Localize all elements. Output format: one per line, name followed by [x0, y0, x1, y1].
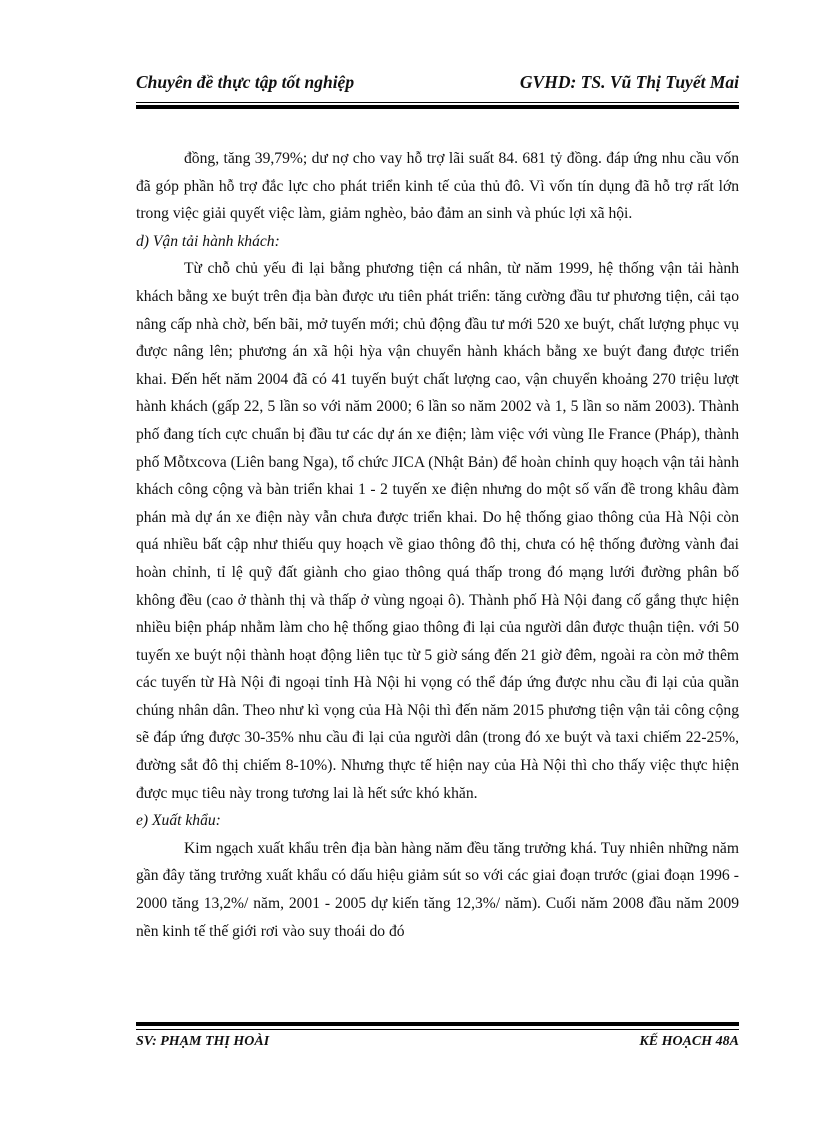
footer-rule-thin [136, 1029, 739, 1030]
page-body [136, 145, 739, 945]
paragraph-transport: Từ chỗ chủ yếu đi lại bằng phương tiện cá nhân, từ năm 1999, hệ thống vận tải hành khách bằng xe buýt trên địa bàn được ưu tiên phát triển: tăng cường đầu tư phương tiện, cải tạo nâng cấp nhà chờ, bến bãi, mở tuyến mới; chủ động đầu tư mới 520 xe buýt, chất lượng phục vụ được nâng lên; phương án xã hội hỳa vận chuyển hành khách bằng xe buýt đang được triển khai. Đến hết năm 2004 đã có 41 tuyến buýt chất lượng cao, vận chuyển khoảng 270 triệu lượt hành khách (gấp 22, 5 lần so với năm 2000; 6 lần so năm 2002 và 1, 5 lần so năm 2003). Thành phố đang tích cực chuẩn bị đầu tư các dự án xe điện; làm việc với vùng Ile France (Pháp), thành phố Mỗtxcova (Liên bang Nga), tổ chức JICA (Nhật Bản) để hoàn chỉnh quy hoạch vận tải hành khách công cộng và bàn triển khai 1 - 2 tuyến xe điện nhưng do một số vấn đề trong khâu đàm phán mà dự án xe điện này vẫn chưa được triển khai. Do hệ thống giao thông của Hà Nội còn quá nhiều bất cập như thiếu quy hoạch về giao thông đô thị, chưa có hệ thống đường vành đai hoàn chỉnh, tỉ lệ quỹ đất giành cho giao thông quá thấp trong đó mạng lưới đường phân bố không đều (cao ở thành thị và thấp ở vùng ngoại ô). Thành phố Hà Nội đang cố gắng thực hiện nhiều biện pháp nhằm làm cho hệ thống giao thông đi lại của người dân được thuận tiện. với 50 tuyến xe buýt nội thành hoạt động liên tục từ 5 giờ sáng đến 21 giờ đêm, ngoài ra còn mở thêm các tuyến từ Hà Nội đi ngoại tỉnh Hà Nội hi vọng có thể đáp ứng được nhu cầu đi lại của quần chúng nhân dân. Theo như kì vọng của Hà Nội thì đến năm 2015 phương tiện vận tải công cộng sẽ đáp ứng được 30-35% nhu cầu đi lại của người dân (trong đó xe buýt và taxi chiếm 22-25%, đường sắt đô thị chiếm 8-10%). Nhưng thực tế hiện nay của Hà Nội thì cho thấy việc thực hiện được mục tiêu này trong tương lai là hết sức khó khăn. [136, 260, 739, 802]
header-rule-thin [136, 102, 739, 103]
paragraph-credit: đồng, tăng 39,79%; dư nợ cho vay hỗ trợ lãi suất 84. 681 tỷ đồng. đáp ứng nhu cầu vốn đã góp phần hỗ trợ đắc lực cho phát triển kinh tế của thủ đô. Vì vốn tín dụng đã hỗ trợ rất lớn trong việc giải quyết việc làm, giảm nghèo, bảo đảm an sinh và phúc lợi xã hội. [136, 150, 739, 223]
header-title: Chuyên đề thực tập tốt nghiệp [136, 72, 355, 92]
paragraph-export: Kim ngạch xuất khẩu trên địa bàn hàng năm đều tăng trưởng khá. Tuy nhiên những năm gần đây tăng trưởng xuất khẩu có dấu hiệu giảm sút so với các giai đoạn trước (giai đoạn 1996 - 2000 tăng 13,2%/ năm, 2001 - 2005 dự kiến tăng 12,3%/ năm). Cuối năm 2008 đầu năm 2009 nền kinh tế thế giới rơi vào suy thoái do đó [136, 839, 739, 940]
page-header [136, 72, 739, 100]
section-heading-export: e) Xuất khẩu: [136, 812, 221, 830]
footer-student: SV: PHẠM THỊ HOÀI [136, 1034, 270, 1049]
page-footer [136, 1034, 739, 1056]
footer-rule-thick [136, 1022, 739, 1026]
header-rule-thick [136, 105, 739, 109]
header-advisor: GVHD: TS. Vũ Thị Tuyết Mai [519, 72, 739, 92]
section-heading-transport: d) Vận tải hành khách: [136, 232, 280, 250]
footer-class: KẾ HOẠCH 48A [639, 1034, 739, 1049]
